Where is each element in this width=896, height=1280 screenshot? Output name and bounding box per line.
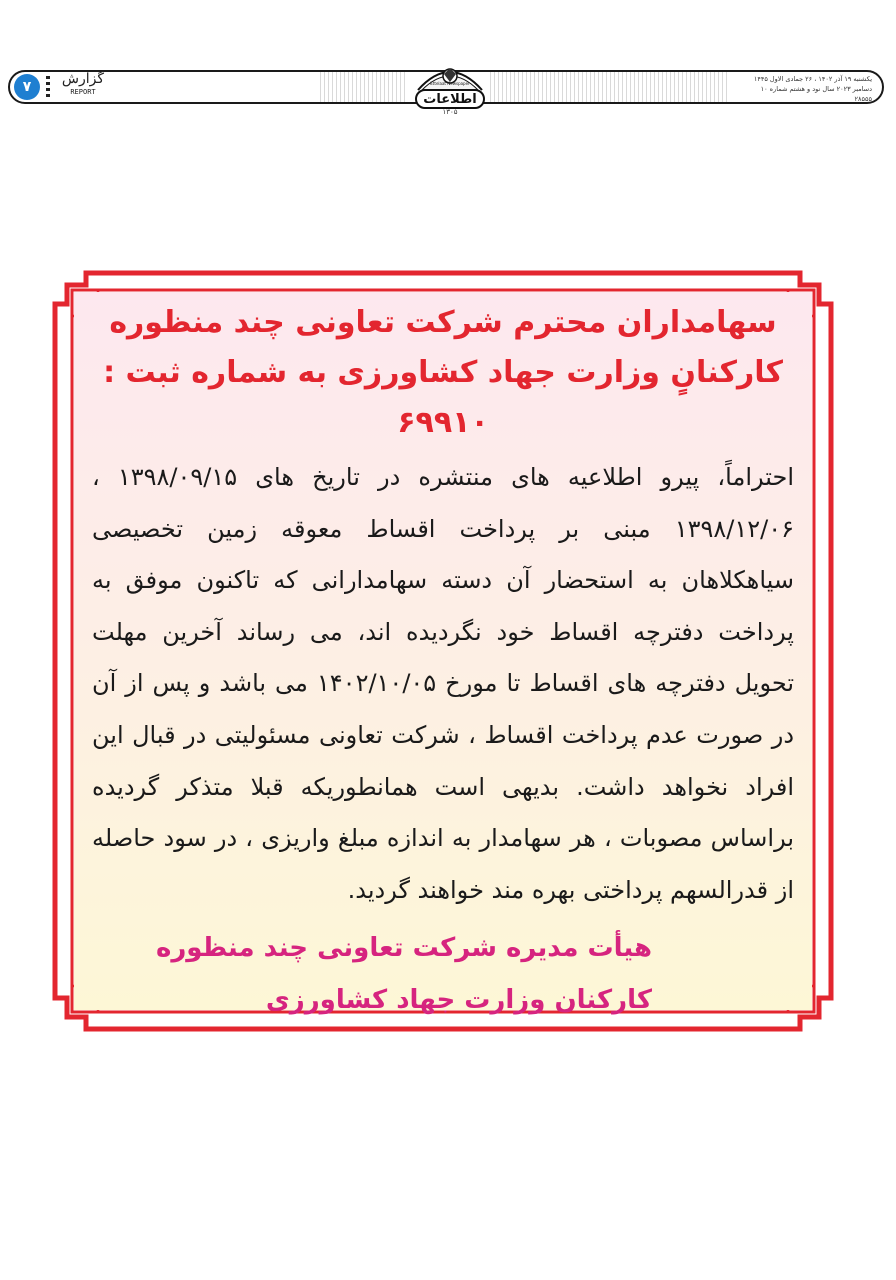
newspaper-header: [8, 60, 884, 116]
signature-line-2: کارکنان وزارت جهاد کشاورزی: [265, 985, 652, 1016]
header-hatch-right: [490, 72, 730, 102]
newspaper-logo: [410, 60, 490, 116]
newspaper-name: اطلاعات: [423, 92, 477, 107]
section-label: گزارش: [61, 71, 105, 87]
dateline-line1: یکشنبه ۱۹ آذر ۱۴۰۲ ، ۲۶ جمادی الاول ۱۴۴۵: [753, 75, 872, 83]
title-line-1: سهامداران محترم شرکت تعاونی چند منظوره: [109, 305, 777, 340]
announcement-title: [92, 298, 794, 448]
founded-year: ۱۳۰۵: [442, 108, 458, 116]
logo-latin-text: Ettelaat Newspaper: [430, 81, 470, 86]
section-sub-label: REPORT: [70, 88, 96, 96]
announcement-box: [52, 270, 834, 1032]
announcement-content: [92, 298, 794, 1026]
page-number-badge: ۷: [14, 74, 40, 100]
title-line-2: کارکنانٍ وزارت جهاد کشاورزی به شماره ثبت : ۶۹۹۱۰: [103, 355, 783, 440]
header-hatch-left: [320, 72, 408, 102]
announcement-body: احتراماً، پیرو اطلاعیه های منتشره در تاریخ های ۱۳۹۸/۰۹/۱۵ ، ۱۳۹۸/۱۲/۰۶ مبنی بر پرداخت اقساط معوقه زمین تخصیصی سیاهکلاهان به استحضار آن دسته سهامدارانی که تاکنون موفق به پرداخت دفترچه اقساط خود نگردیده اند، می رساند آخرین مهلت تحویل دفترچه های اقساط تا مورخ ۱۴۰۲/۱۰/۰۵ می باشد و پس از آن در صورت عدم پرداخت اقساط ، شرکت تعاونی مسئولیتی در قبال این افراد نخواهد داشت. بدیهی است همانطوریکه قبلا متذکر گردیده براساس مصوبات ، هر سهامدار به اندازه مبلغ واریزی ، در سود حاصله از قدرالسهم پرداختی بهره مند خواهند گردید.: [92, 463, 795, 904]
announcement-signature: [92, 922, 652, 1026]
dateline-line2: ۱۰ دسامبر ۲۰۲۳ سال نود و هشتم شماره ۲۸۵۵۵: [760, 85, 872, 103]
signature-line-1: هیأت مدیره شرکت تعاونی چند منظوره: [155, 933, 652, 964]
dateline: [752, 74, 872, 104]
section-marker-icon: [46, 76, 50, 98]
